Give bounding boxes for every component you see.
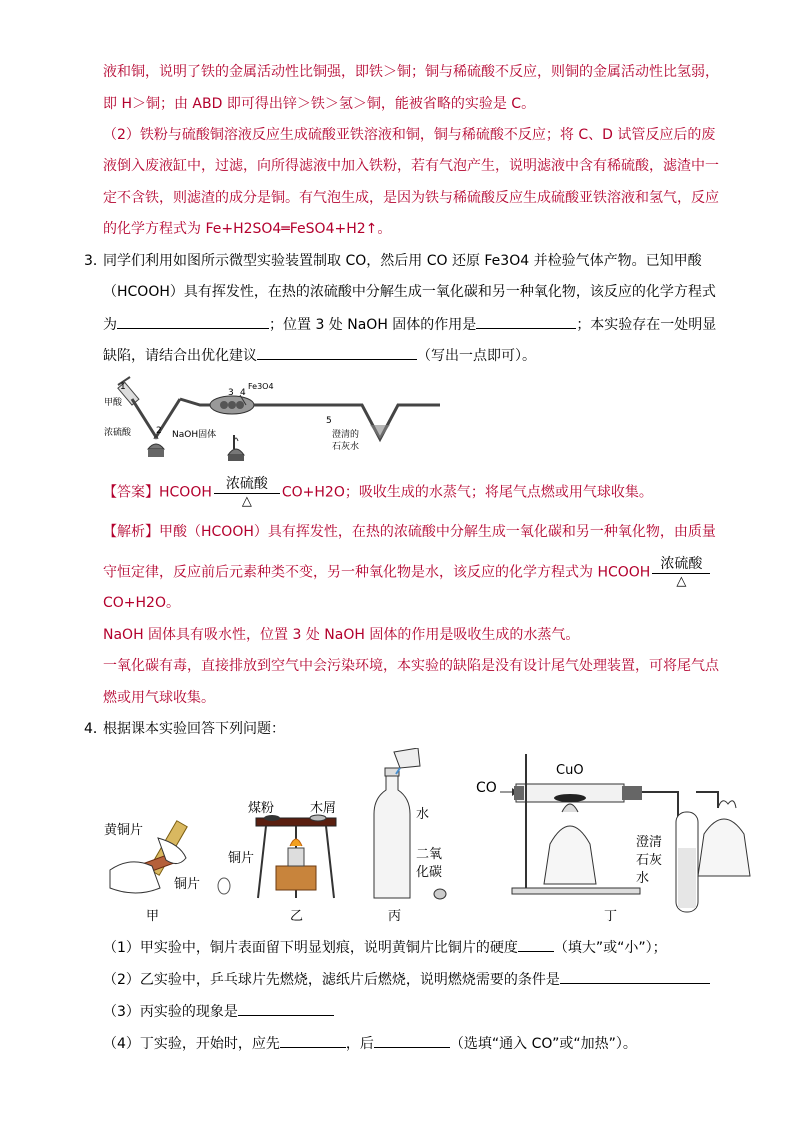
answer-lhs: HCOOH (159, 484, 212, 501)
prev-analysis-line-1: 液和铜，说明了铁的金属活动性比铜强，即铁＞铜；铜与稀硫酸不反应，则铜的金属活动性比氢弱， (103, 64, 719, 80)
question-3-number: 3． (84, 253, 107, 269)
question-3-line-3 (103, 314, 716, 335)
analysis-3-line-1 (103, 522, 716, 542)
q3-text-d: 缺陷，请结合出优化建议 (103, 348, 257, 364)
label-copper-a: 铜片 (174, 877, 201, 892)
q3-text-b: ；位置 3 处 NaOH 固体的作用是 (269, 317, 477, 333)
analysis-tag: 【解析】 (103, 524, 159, 540)
experiment-yi (228, 800, 336, 924)
fig-num-3: 3 (228, 388, 234, 398)
q4-s4-text-b: ，后 (345, 1036, 374, 1052)
label-brass: 黄铜片 (104, 823, 144, 838)
fig-num-2: 2 (156, 426, 162, 436)
analysis-3-line-6: 燃或用气球收集。 (103, 690, 215, 706)
question-4-sub-3 (103, 1001, 334, 1022)
label-co2-1: 二氧 (416, 847, 443, 862)
caption-ding: 丁 (604, 909, 618, 924)
fig-naoh-label: NaOH固体 (172, 430, 217, 440)
q4-experiments-figure (100, 748, 780, 926)
question-3-line-1: 同学们利用如图所示微型实验装置制取 CO，然后用 CO 还原 Fe3O4 并检验气体产物。已知甲酸 (103, 253, 702, 269)
label-coal: 煤粉 (248, 801, 275, 816)
label-limewater-3: 水 (636, 871, 650, 886)
caption-yi: 乙 (290, 909, 304, 924)
answer-blank-hardness[interactable] (518, 937, 554, 952)
analysis-3-line-2 (103, 556, 712, 589)
analysis-3-line-3: CO+H2O。 (103, 595, 180, 611)
caption-jia: 甲 (146, 909, 160, 924)
answer-tag: 【答案】 (103, 484, 159, 501)
q4-s4-text-a: （4）丁实验，开始时，应先 (103, 1036, 280, 1052)
question-4-sub-2 (103, 969, 710, 990)
fig-num-4: 4 (240, 388, 246, 398)
caption-bing: 丙 (388, 909, 402, 924)
fig-limewater-2: 石灰水 (332, 442, 360, 452)
answer-condition-top: 浓硫酸 (225, 476, 268, 492)
experiment-jia (104, 821, 230, 924)
answer-blank-then[interactable] (374, 1033, 450, 1048)
q4-s4-text-c: （选填“通入 CO”或“加热”）。 (449, 1036, 637, 1052)
fig-num-5: 5 (326, 416, 332, 426)
q4-s1-text-a: （1）甲实验中，铜片表面留下明显划痕，说明黄铜片比铜片的硬度 (103, 940, 518, 956)
label-wood: 木屑 (310, 801, 337, 816)
answer-blank-equation[interactable] (117, 314, 269, 329)
answer-rhs: CO+H2O；吸收生成的水蒸气；将尾气点燃或用气球收集。 (281, 484, 653, 501)
analysis-3-line-5: 一氧化碳有毒，直接排放到空气中会污染环境，本实验的缺陷是没有设计尾气处理装置，可将尾气点 (103, 658, 719, 674)
label-limewater-1: 澄清 (636, 835, 663, 850)
label-co2-2: 化碳 (416, 865, 443, 880)
fig-fe3o4: Fe3O4 (248, 382, 274, 391)
label-copper-b: 铜片 (228, 851, 255, 866)
q3-text-c: ；本实验存在一处明显 (576, 317, 717, 333)
fig-limewater-1: 澄清的 (332, 430, 360, 440)
label-water: 水 (416, 807, 430, 822)
experiment-ding (476, 754, 750, 924)
label-co: CO (476, 780, 497, 796)
answer-blank-suggestion[interactable] (257, 345, 417, 360)
fig-formic-acid: 甲酸 (104, 398, 123, 408)
q4-s2-text-a: （2）乙实验中，乒乓球片先燃烧，滤纸片后燃烧，说明燃烧需要的条件是 (103, 972, 560, 988)
answer-blank-naoh-role[interactable] (476, 314, 576, 329)
analysis-3-line-4: NaOH 固体具有吸水性，位置 3 处 NaOH 固体的作用是吸收生成的水蒸气。 (103, 627, 580, 643)
analysis-text-2: 守恒定律，反应前后元素种类不变，另一种氧化物是水，该反应的化学方程式为 HCOOH (103, 564, 651, 581)
analysis-condition-bottom: △ (676, 574, 687, 589)
prev-analysis-line-4: 液倒入废液缸中，过滤，向所得滤液中加入铁粉，若有气泡产生，说明滤液中含有稀硫酸，滤渣中一 (103, 158, 719, 174)
q4-s1-text-b: （填大”或“小”）； (553, 940, 667, 956)
question-4-sub-4 (103, 1033, 637, 1054)
q3-text-a: 为 (103, 317, 117, 333)
label-limewater-2: 石灰 (636, 853, 663, 868)
q3-text-e: （写出一点即可）。 (417, 348, 536, 364)
answer-condition-bottom: △ (241, 494, 252, 509)
question-4-sub-1 (103, 937, 667, 958)
experiment-bing (374, 748, 446, 924)
q4-s3-text-a: （3）丙实验的现象是 (103, 1004, 238, 1020)
fig-num-1: 1 (120, 382, 126, 392)
question-3-line-2: （HCOOH）具有挥发性，在热的浓硫酸中分解生成一氧化碳和另一种氧化物，该反应的化学方程式 (103, 284, 716, 300)
answer-3 (103, 476, 653, 510)
answer-blank-first[interactable] (280, 1033, 346, 1048)
prev-analysis-line-3: （2）铁粉与硫酸铜溶液反应生成硫酸亚铁溶液和铜，铜与稀硫酸不反应；将 C、D 试管反应后的废 (103, 127, 716, 143)
label-cuo: CuO (556, 763, 584, 778)
question-4-number: 4． (84, 721, 107, 737)
prev-analysis-line-6: 的化学方程式为 Fe+H2SO4═FeSO4+H2↑。 (103, 221, 392, 237)
question-3-line-4 (103, 345, 536, 366)
answer-blank-combustion[interactable] (560, 969, 710, 984)
analysis-text-1: 甲酸（HCOOH）具有挥发性，在热的浓硫酸中分解生成一氧化碳和另一种氧化物，由质量 (159, 524, 716, 540)
question-4-title: 根据课本实验回答下列问题： (103, 721, 285, 737)
answer-blank-phenomenon[interactable] (238, 1001, 334, 1016)
prev-analysis-line-5: 定不含铁，则滤渣的成分是铜。有气泡生成，是因为铁与稀硫酸反应生成硫酸亚铁溶液和氢气，反应 (103, 190, 719, 206)
q3-apparatus-figure (100, 375, 460, 465)
analysis-condition-top: 浓硫酸 (660, 556, 703, 572)
prev-analysis-line-2: 即 H＞铜；由 ABD 即可得出锌＞铁＞氢＞铜，能被省略的实验是 C。 (103, 96, 536, 112)
fig-sulfuric-acid: 浓硫酸 (104, 428, 132, 438)
